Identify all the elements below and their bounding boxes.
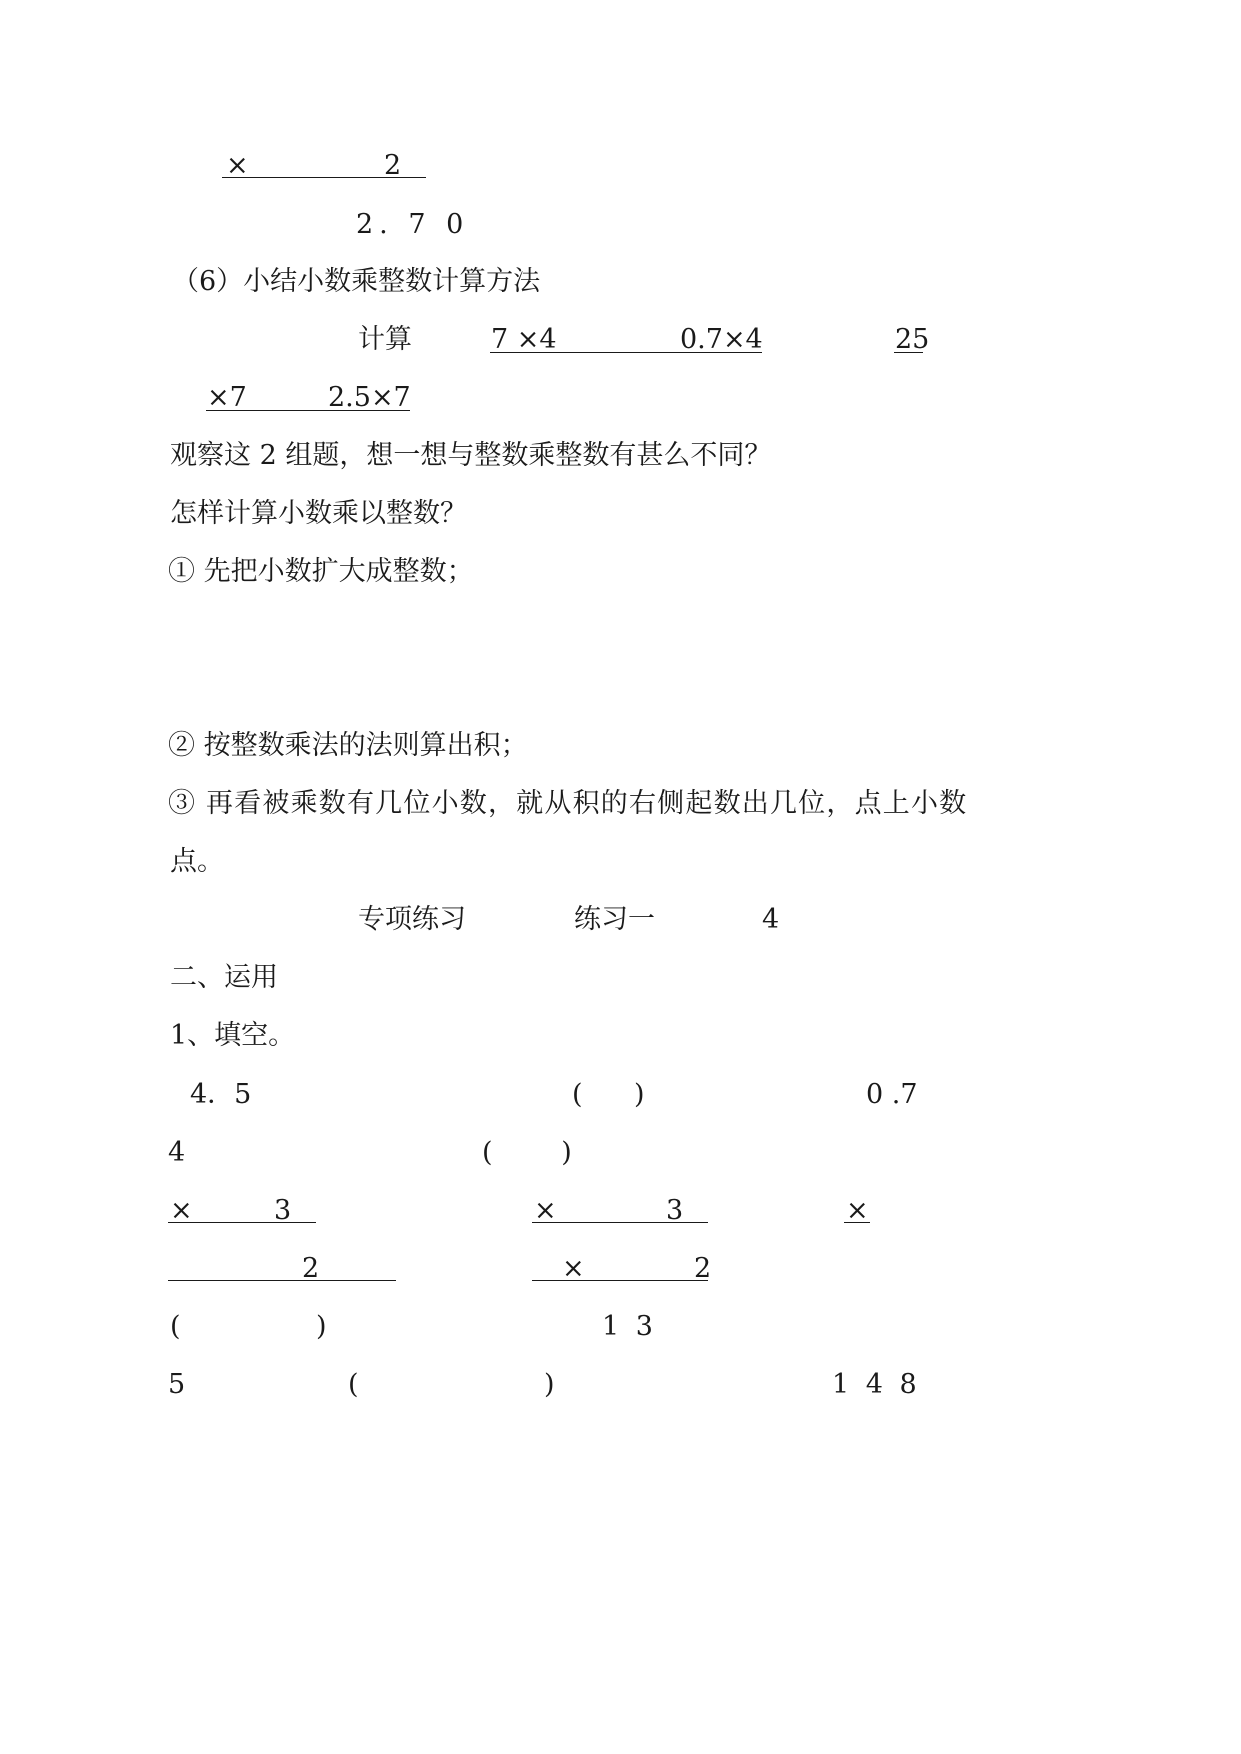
expr-25: 25 — [895, 324, 930, 355]
expr-row-underline — [490, 352, 762, 353]
fill-r1-a: 4．5 — [190, 1079, 252, 1110]
section6-title: （6）小结小数乘整数计算方法 — [172, 266, 541, 297]
fill-r3-b-times: × — [534, 1195, 557, 1226]
fill-r5-b: 1 3 — [602, 1311, 657, 1342]
calc-label: 计算 — [358, 324, 412, 355]
fill-r1-c: 0 .7 — [866, 1079, 918, 1110]
exercise-label: 练习一 — [574, 904, 655, 935]
fill-r4-b-times: × — [562, 1253, 585, 1284]
exercise-number: 4 — [762, 904, 780, 935]
fill-r1-paren: ( ) — [572, 1079, 645, 1110]
question-1: 观察这 2 组题，想一想与整数乘整数有甚么不同？ — [170, 440, 772, 471]
fill-r6-paren-open: ( — [348, 1369, 359, 1400]
fill-r6-c: 1 4 8 — [832, 1369, 921, 1400]
fill-r3-a-times: × — [170, 1195, 193, 1226]
fill-r3-c-underline — [844, 1222, 870, 1223]
expr-x7: ×7 — [207, 382, 247, 413]
fill-r6-paren-close: ) — [544, 1369, 555, 1400]
expr-25-underline — [894, 352, 923, 353]
fill-r6-a: 5 — [168, 1369, 186, 1400]
multiplier: 2 — [384, 150, 402, 181]
fill-r3-b-num: 3 — [666, 1195, 684, 1226]
expr-row2-underline — [206, 410, 410, 411]
fill-title: 1、填空。 — [170, 1020, 296, 1051]
fill-r4-b-underline — [532, 1280, 708, 1281]
step-1: ① 先把小数扩大成整数； — [168, 556, 474, 587]
question-2: 怎样计算小数乘以整数？ — [170, 498, 467, 529]
expr-7x4: 7 ×4 — [491, 324, 557, 355]
fill-r2-a: 4 — [168, 1137, 186, 1168]
step-3-cont: 点。 — [170, 846, 224, 877]
fill-r3-b-underline — [532, 1222, 708, 1223]
practice-label: 专项练习 — [358, 904, 466, 935]
fill-r4-b-num: 2 — [694, 1253, 712, 1284]
expr-2.5x7: 2.5×7 — [328, 382, 411, 413]
fill-r5-paren-close: ) — [316, 1311, 327, 1342]
step-2: ② 按整数乘法的法则算出积； — [168, 730, 528, 761]
section2-title: 二、运用 — [170, 962, 278, 993]
calc-underline — [222, 177, 426, 178]
expr-0.7x4: 0.7×4 — [680, 324, 763, 355]
fill-r4-a-num: 2 — [302, 1253, 320, 1284]
fill-r5-paren-open: ( — [170, 1311, 181, 1342]
times-sign: × — [226, 150, 249, 181]
fill-r4-a-underline — [168, 1280, 396, 1281]
fill-r2-paren: ( ) — [482, 1137, 572, 1168]
fill-r3-a-underline — [168, 1222, 316, 1223]
calc-result: 2. 7 0 — [356, 209, 470, 240]
step-3: ③ 再看被乘数有几位小数，就从积的右侧起数出几位，点上小数 — [168, 788, 968, 819]
fill-r3-a-num: 3 — [274, 1195, 292, 1226]
fill-r3-c-times: × — [846, 1195, 869, 1226]
